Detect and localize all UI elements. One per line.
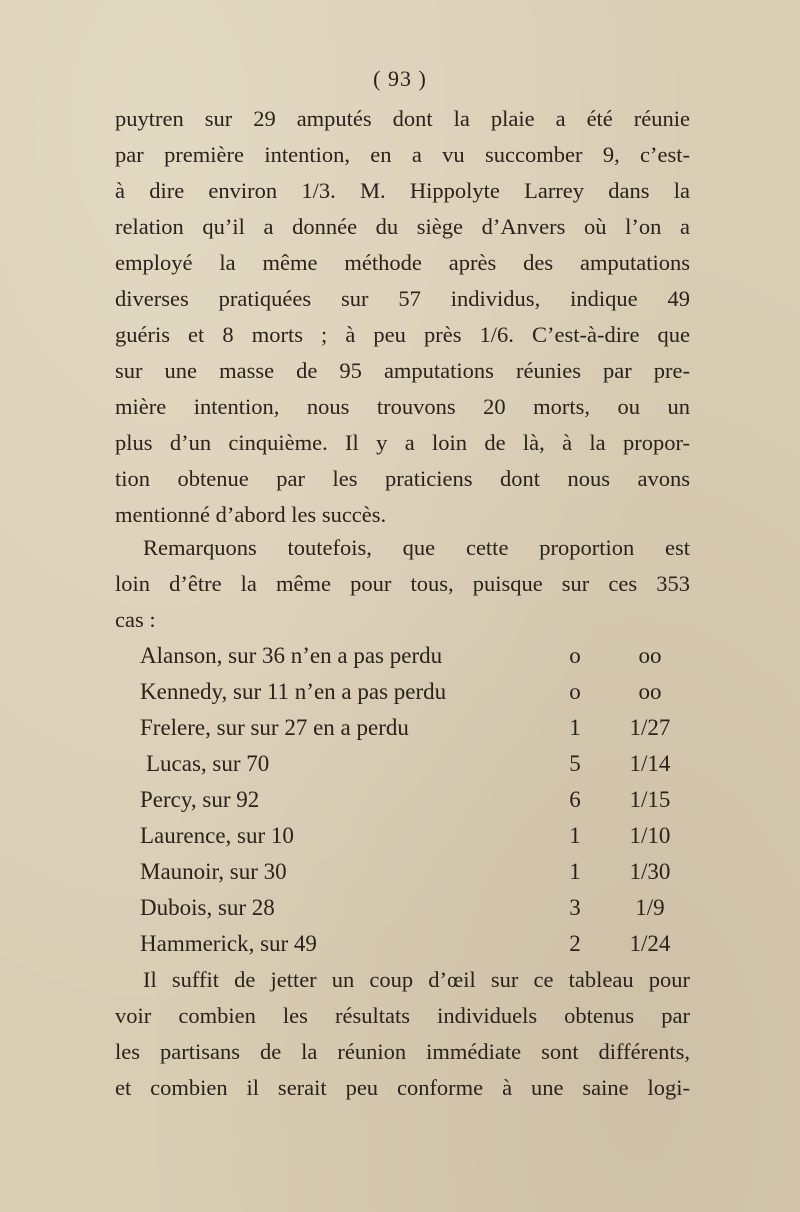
table-row: [140, 818, 700, 854]
surgeon-cell: Percy, sur 92: [140, 787, 260, 812]
table-row: [140, 710, 700, 746]
ratio-cell: 1/27: [629, 715, 671, 740]
text-line: les partisans de la réunion immédiate sont différents,: [115, 1039, 690, 1064]
table-row: [140, 638, 700, 674]
deaths-cell: 6: [569, 787, 581, 812]
text-line: cas :: [115, 607, 156, 632]
text-line: diverses pratiquées sur 57 individus, indique 49: [115, 286, 690, 311]
deaths-cell: 5: [569, 751, 581, 776]
text-line: relation qu’il a donnée du siège d’Anvers où l’on a: [115, 214, 690, 239]
text-line: Il suffit de jetter un coup d’œil sur ce tableau pour: [143, 967, 690, 992]
ratio-cell: oo: [638, 643, 662, 668]
text-line: puytren sur 29 amputés dont la plaie a été réunie: [115, 106, 690, 131]
surgeon-cell: Maunoir, sur 30: [140, 859, 287, 884]
table-row: [140, 854, 700, 890]
deaths-cell: 1: [569, 715, 581, 740]
text-line: mière intention, nous trouvons 20 morts, ou un: [115, 394, 690, 419]
text-line: voir combien les résultats individuels obtenus par: [115, 1003, 690, 1028]
paragraph-3: [115, 962, 690, 1106]
text-line: mentionné d’abord les succès.: [115, 502, 387, 527]
surgeon-cell: Lucas, sur 70: [146, 751, 270, 776]
text-line: guéris et 8 morts ; à peu près 1/6. C’est-à-dire que: [115, 322, 690, 347]
text-line: par première intention, en a vu succomber 9, c’est-: [115, 142, 690, 167]
text-line: tion obtenue par les praticiens dont nous avons: [115, 466, 690, 491]
table-row: [140, 746, 700, 782]
paragraph-1: [115, 101, 690, 533]
text-line: à dire environ 1/3. M. Hippolyte Larrey dans la: [115, 178, 690, 203]
ratio-cell: 1/14: [629, 751, 671, 776]
table-row: [140, 926, 700, 962]
page-number: ( 93 ): [373, 66, 427, 91]
deaths-cell: o: [569, 643, 581, 668]
deaths-cell: 2: [569, 931, 581, 956]
ratio-cell: 1/10: [629, 823, 671, 848]
amputation-table: [140, 638, 700, 962]
surgeon-cell: Kennedy, sur 11 n’en a pas perdu: [140, 679, 447, 704]
surgeon-cell: Dubois, sur 28: [140, 895, 275, 920]
text-line: et combien il serait peu conforme à une saine logi-: [115, 1075, 690, 1100]
surgeon-cell: Hammerick, sur 49: [140, 931, 317, 956]
surgeon-cell: Laurence, sur 10: [140, 823, 294, 848]
ratio-cell: 1/15: [629, 787, 671, 812]
table-row: [140, 674, 700, 710]
ratio-cell: 1/24: [629, 931, 671, 956]
ratio-cell: 1/30: [629, 859, 671, 884]
surgeon-cell: Alanson, sur 36 n’en a pas perdu: [140, 643, 443, 668]
deaths-cell: 3: [569, 895, 581, 920]
text-line: loin d’être la même pour tous, puisque sur ces 353: [115, 571, 690, 596]
surgeon-cell: Frelere, sur sur 27 en a perdu: [140, 715, 409, 740]
table-row: [140, 782, 700, 818]
deaths-cell: o: [569, 679, 581, 704]
table-row: [140, 890, 700, 926]
ratio-cell: oo: [638, 679, 662, 704]
paragraph-2: [115, 530, 690, 638]
text-line: sur une masse de 95 amputations réunies par pre-: [115, 358, 690, 383]
text-line: employé la même méthode après des amputations: [115, 250, 690, 275]
text-line: Remarquons toutefois, que cette proportion est: [143, 535, 690, 560]
text-line: plus d’un cinquième. Il y a loin de là, à la propor-: [115, 430, 690, 455]
deaths-cell: 1: [569, 823, 581, 848]
deaths-cell: 1: [569, 859, 581, 884]
ratio-cell: 1/9: [635, 895, 665, 920]
